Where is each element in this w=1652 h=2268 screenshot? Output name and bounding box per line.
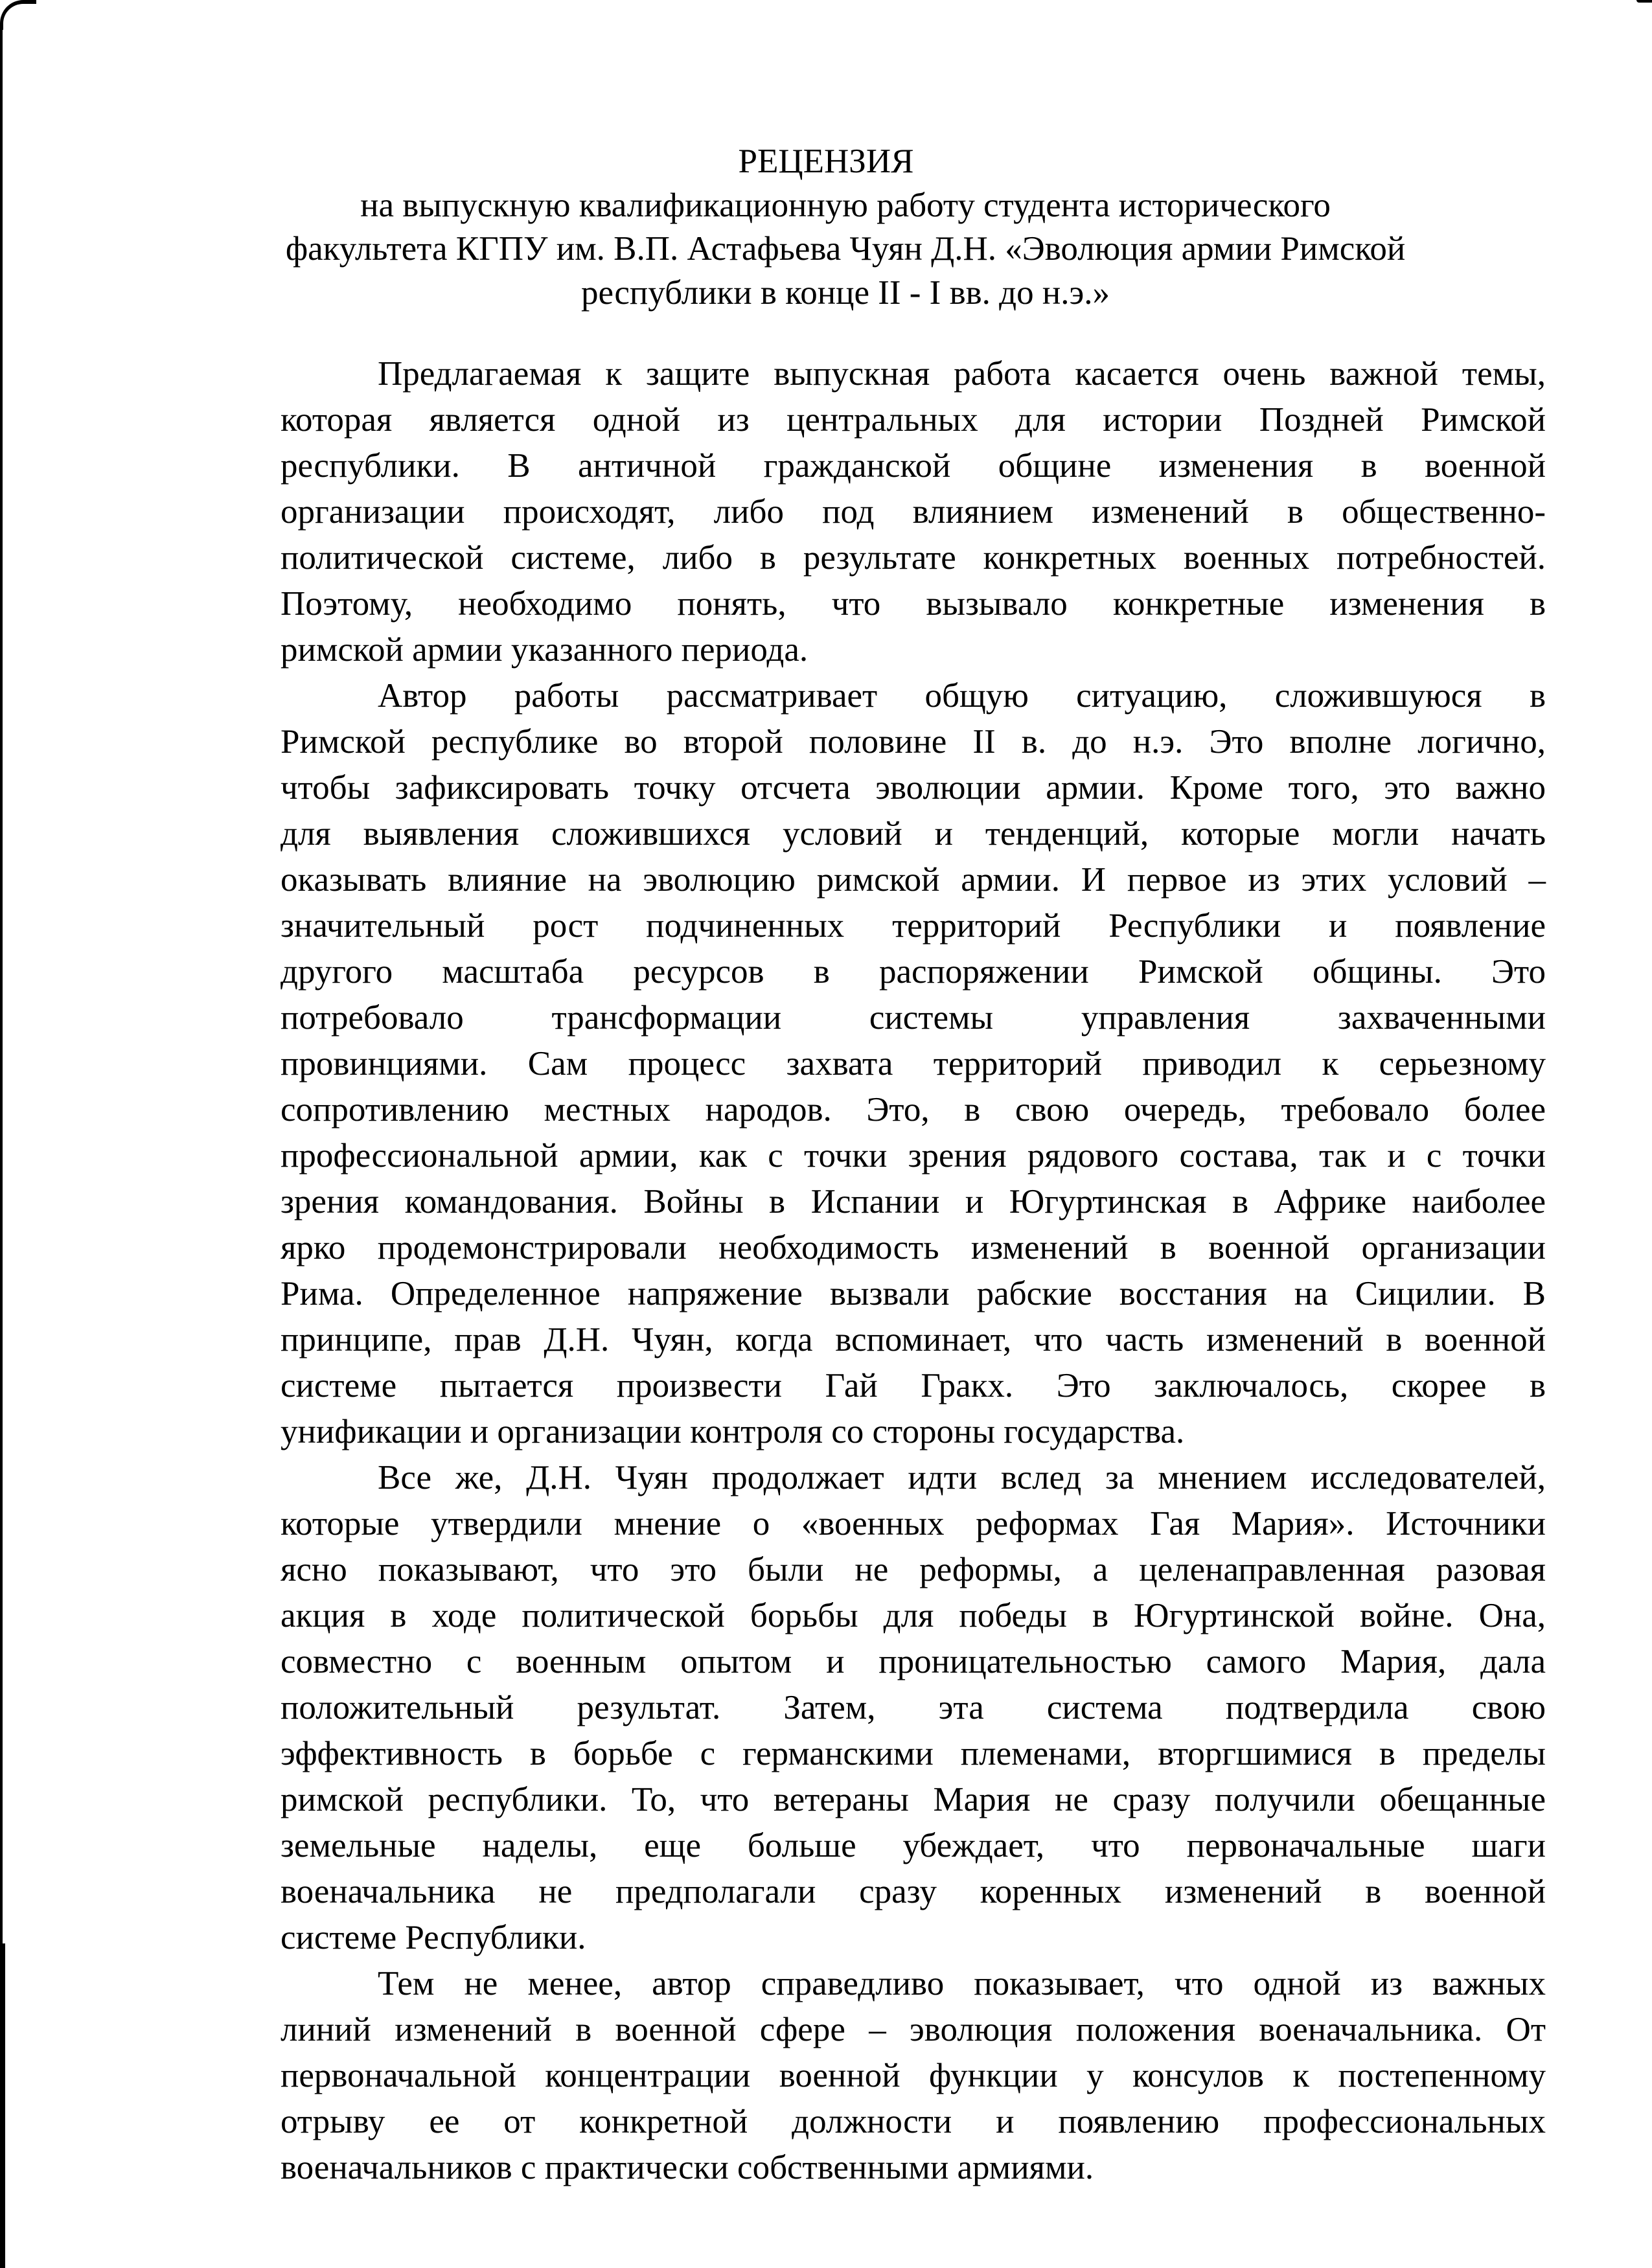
text-line: политической системе, либо в результате конкретных военных потребностей.: [281, 539, 1546, 577]
text-line: системе Республики.: [281, 1919, 586, 1956]
text-line: значительный рост подчиненных территорий Республики и появление: [281, 907, 1546, 945]
document-title: РЕЦЕНЗИЯ: [738, 143, 914, 180]
text-line: сопротивлению местных народов. Это, в свою очередь, требовало более: [281, 1091, 1546, 1128]
text-line: Предлагаемая к защите выпускная работа касается очень важной темы,: [378, 355, 1546, 393]
text-line: военачальников с практически собственными армиями.: [281, 2149, 1094, 2186]
text-line: профессиональной армии, как с точки зрения рядового состава, так и с точки: [281, 1137, 1546, 1174]
document-subtitle-line: республики в конце II - I вв. до н.э.»: [581, 274, 1110, 312]
scan-edge-left-lower: [0, 1943, 5, 2268]
text-line: республики. В античной гражданской общине изменения в военной: [281, 447, 1546, 485]
text-line: ясно показывают, что это были не реформы, а целенаправленная разовая: [281, 1551, 1546, 1588]
text-line: зрения командования. Войны в Испании и Югуртинская в Африке наиболее: [281, 1183, 1546, 1220]
text-line: организации происходят, либо под влиянием изменений в общественно-: [281, 493, 1546, 531]
text-line: Тем не менее, автор справедливо показывает, что одной из важных: [378, 1965, 1546, 2002]
text-line: Автор работы рассматривает общую ситуацию, сложившуюся в: [378, 677, 1546, 715]
text-line: земельные наделы, еще больше убеждает, что первоначальные шаги: [281, 1827, 1546, 1864]
text-line: римской армии указанного периода.: [281, 631, 809, 669]
text-line: акция в ходе политической борьбы для победы в Югуртинской войне. Она,: [281, 1597, 1546, 1634]
text-line: другого масштаба ресурсов в распоряжении Римской общины. Это: [281, 953, 1546, 991]
scan-corner-top-right: [1636, 0, 1652, 3]
text-line: Римской республике во второй половине II в. до н.э. Это вполне логично,: [281, 723, 1546, 761]
text-line: отрыву ее от конкретной должности и появлению профессиональных: [281, 2103, 1546, 2140]
text-line: чтобы зафиксировать точку отсчета эволюции армии. Кроме того, это важно: [281, 769, 1546, 807]
text-line: для выявления сложившихся условий и тенденций, которые могли начать: [281, 815, 1546, 853]
text-line: унификации и организации контроля со стороны государства.: [281, 1413, 1185, 1450]
text-line: потребовало трансформации системы управления захваченными: [281, 999, 1546, 1037]
text-line: совместно с военным опытом и проницательностью самого Мария, дала: [281, 1643, 1546, 1680]
text-line: оказывать влияние на эволюцию римской армии. И первое из этих условий –: [281, 861, 1546, 899]
document-subtitle-line: факультета КГПУ им. В.П. Астафьева Чуян Д.Н. «Эволюция армии Римской: [285, 230, 1406, 268]
text-line: Все же, Д.Н. Чуян продолжает идти вслед за мнением исследователей,: [378, 1459, 1546, 1496]
text-line: Поэтому, необходимо понять, что вызывало конкретные изменения в: [281, 585, 1546, 623]
text-line: линий изменений в военной сфере – эволюция положения военачальника. От: [281, 2011, 1546, 2048]
text-line: Рима. Определенное напряжение вызвали рабские восстания на Сицилии. В: [281, 1275, 1546, 1312]
scan-corner-top-left: [0, 0, 36, 30]
text-line: которые утвердили мнение о «военных реформах Гая Мария». Источники: [281, 1505, 1546, 1542]
text-line: системе пытается произвести Гай Гракх. Это заключалось, скорее в: [281, 1367, 1546, 1404]
text-line: военачальника не предполагали сразу коренных изменений в военной: [281, 1873, 1546, 1910]
text-line: римской республики. То, что ветераны Мария не сразу получили обещанные: [281, 1781, 1546, 1818]
text-line: принципе, прав Д.Н. Чуян, когда вспоминает, что часть изменений в военной: [281, 1321, 1546, 1358]
text-line: первоначальной концентрации военной функции у консулов к постепенному: [281, 2057, 1546, 2094]
text-line: эффективность в борьбе с германскими племенами, вторгшимися в пределы: [281, 1735, 1546, 1772]
text-line: ярко продемонстрировали необходимость изменений в военной организации: [281, 1229, 1546, 1266]
text-line: положительный результат. Затем, эта система подтвердила свою: [281, 1689, 1546, 1726]
text-line: которая является одной из центральных для истории Поздней Римской: [281, 401, 1546, 439]
document-subtitle-line: на выпускную квалификационную работу студента исторического: [360, 187, 1331, 224]
scan-edge-left: [0, 26, 3, 2268]
text-line: провинциями. Сам процесс захвата территорий приводил к серьезному: [281, 1045, 1546, 1082]
